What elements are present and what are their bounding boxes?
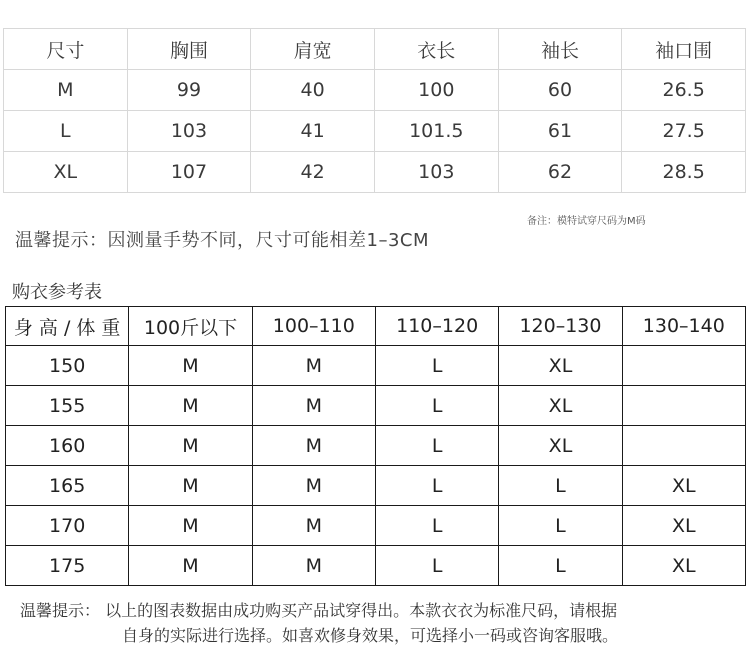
reference-cell: L	[499, 506, 622, 546]
size-chart-header-row	[4, 29, 746, 70]
reference-cell: M	[129, 506, 252, 546]
reference-cell: 160	[6, 426, 129, 466]
size-cell: 107	[127, 152, 251, 193]
size-cell: 101.5	[374, 111, 498, 152]
size-header-cell: 袖长	[498, 29, 622, 70]
size-header-cell: 尺寸	[4, 29, 128, 70]
reference-table-title: 购衣参考表	[12, 282, 102, 303]
size-chart-table	[3, 28, 746, 193]
size-cell: 42	[251, 152, 375, 193]
footer-tip-line: 自身的实际进行选择。如喜欢修身效果，可选择小一码或咨询客服哦。	[122, 626, 619, 645]
reference-row	[6, 426, 746, 466]
size-chart-row	[4, 70, 746, 111]
reference-cell: M	[129, 546, 252, 586]
reference-header-cell: 130–140	[622, 307, 745, 346]
reference-cell: M	[129, 466, 252, 506]
reference-cell: 175	[6, 546, 129, 586]
reference-cell: L	[375, 426, 498, 466]
reference-cell: L	[375, 466, 498, 506]
size-cell: 62	[498, 152, 622, 193]
size-cell: 26.5	[622, 70, 746, 111]
reference-header-cell: 120–130	[499, 307, 622, 346]
reference-cell: 150	[6, 346, 129, 386]
size-header-cell: 衣长	[374, 29, 498, 70]
reference-row	[6, 386, 746, 426]
reference-cell: M	[252, 506, 375, 546]
reference-row	[6, 506, 746, 546]
reference-cell: M	[252, 386, 375, 426]
size-cell: 41	[251, 111, 375, 152]
reference-cell: 155	[6, 386, 129, 426]
reference-cell	[622, 426, 745, 466]
reference-row	[6, 546, 746, 586]
reference-table	[5, 306, 746, 586]
model-note: 备注：模特试穿尺码为M码	[527, 216, 646, 227]
reference-row	[6, 466, 746, 506]
size-cell: 103	[374, 152, 498, 193]
reference-cell: M	[129, 386, 252, 426]
size-cell: 100	[374, 70, 498, 111]
size-cell: 28.5	[622, 152, 746, 193]
reference-cell: XL	[499, 346, 622, 386]
reference-header-cell: 100–110	[252, 307, 375, 346]
reference-cell	[622, 346, 745, 386]
size-cell: 27.5	[622, 111, 746, 152]
footer-tip	[20, 598, 618, 648]
reference-header-cell: 110–120	[375, 307, 498, 346]
reference-cell: 165	[6, 466, 129, 506]
size-chart-row	[4, 152, 746, 193]
reference-cell: M	[129, 346, 252, 386]
reference-cell: L	[375, 506, 498, 546]
size-cell: 103	[127, 111, 251, 152]
reference-cell: XL	[622, 466, 745, 506]
reference-header-cell: 身 高 / 体 重	[6, 307, 129, 346]
reference-cell: M	[252, 546, 375, 586]
size-header-cell: 袖口围	[622, 29, 746, 70]
reference-cell: L	[375, 546, 498, 586]
size-cell: 61	[498, 111, 622, 152]
reference-cell: L	[375, 346, 498, 386]
reference-row	[6, 346, 746, 386]
reference-cell	[622, 386, 745, 426]
footer-tip-line: 温馨提示： 以上的图表数据由成功购买产品试穿得出。本款衣衣为标准尺码，请根据	[20, 601, 618, 620]
reference-cell: 170	[6, 506, 129, 546]
size-cell: L	[4, 111, 128, 152]
size-cell: 40	[251, 70, 375, 111]
size-cell: M	[4, 70, 128, 111]
reference-header-cell: 100斤以下	[129, 307, 252, 346]
size-header-cell: 胸围	[127, 29, 251, 70]
reference-cell: M	[252, 466, 375, 506]
size-cell: 99	[127, 70, 251, 111]
size-chart-row	[4, 111, 746, 152]
reference-cell: XL	[622, 546, 745, 586]
reference-cell: L	[375, 386, 498, 426]
size-cell: XL	[4, 152, 128, 193]
reference-cell: XL	[622, 506, 745, 546]
reference-header-row	[6, 307, 746, 346]
reference-cell: L	[499, 466, 622, 506]
reference-cell: M	[252, 426, 375, 466]
reference-cell: XL	[499, 386, 622, 426]
reference-cell: L	[499, 546, 622, 586]
reference-cell: M	[252, 346, 375, 386]
size-header-cell: 肩宽	[251, 29, 375, 70]
size-cell: 60	[498, 70, 622, 111]
measurement-tip: 温馨提示：因测量手势不同，尺寸可能相差1–3CM	[15, 230, 430, 251]
reference-cell: M	[129, 426, 252, 466]
reference-cell: XL	[499, 426, 622, 466]
